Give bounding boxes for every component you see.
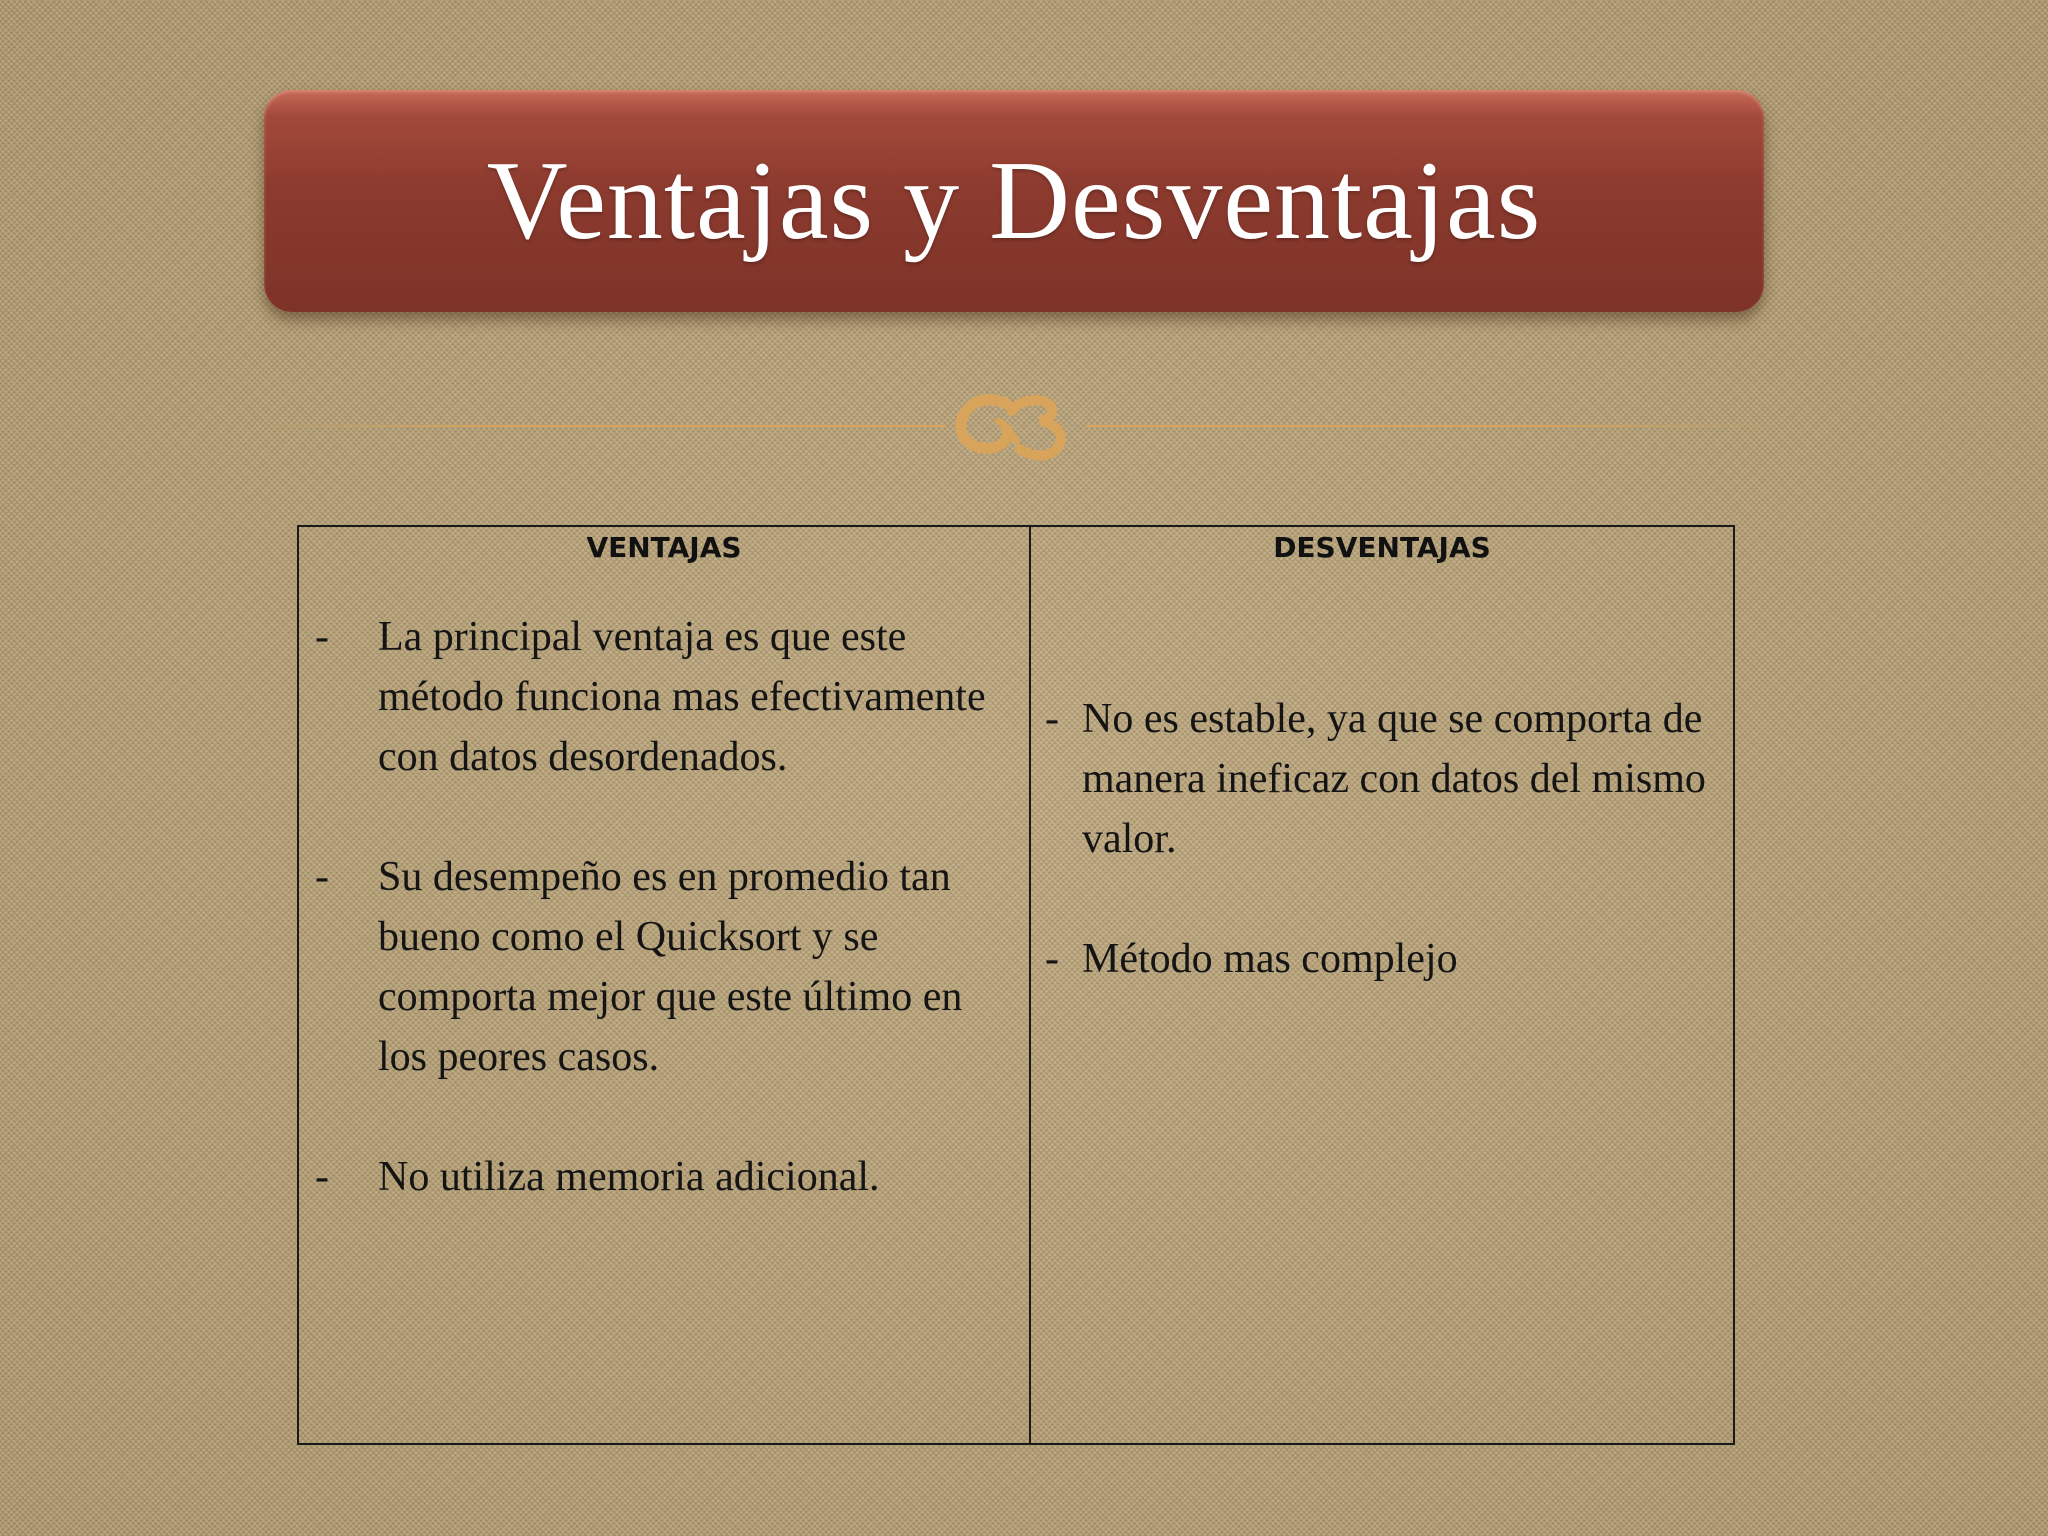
desventaja-text: Método mas complejo [1082, 936, 1458, 982]
divider-line-left [256, 425, 946, 427]
bullet-dash: - [1045, 936, 1059, 982]
scroll-flourish-icon [946, 381, 1086, 471]
bullet-dash: - [1045, 696, 1059, 742]
bullet-dash: - [315, 854, 329, 900]
bullet-dash: - [315, 614, 329, 660]
ventajas-header: VENTAJAS [586, 531, 742, 564]
list-item [299, 607, 1029, 787]
desventajas-list [1031, 689, 1733, 1049]
ventajas-list [299, 607, 1029, 1267]
list-item [299, 847, 1029, 1087]
desventaja-text: No es estable, ya que se comporta de manera ineficaz con datos del mismo valor. [1082, 696, 1706, 862]
desventajas-header: DESVENTAJAS [1273, 531, 1491, 564]
slide-title: Ventajas y Desventajas [486, 138, 1542, 263]
ventaja-text: No utiliza memoria adicional. [378, 1154, 880, 1200]
list-item [1031, 929, 1733, 989]
list-item [1031, 689, 1733, 869]
list-item [299, 1147, 1029, 1207]
comparison-table [297, 525, 1735, 1445]
divider-line-right [1086, 425, 1776, 427]
ventajas-column [299, 527, 1031, 1443]
ventaja-text: Su desempeño es en promedio tan bueno como el Quicksort y se comporta mejor que este último en los peores casos. [378, 854, 963, 1080]
bullet-dash: - [315, 1154, 329, 1200]
title-banner [264, 90, 1764, 312]
ventaja-text: La principal ventaja es que este método funciona mas efectivamente con datos desordenados. [378, 614, 986, 780]
desventajas-column [1031, 527, 1733, 1443]
